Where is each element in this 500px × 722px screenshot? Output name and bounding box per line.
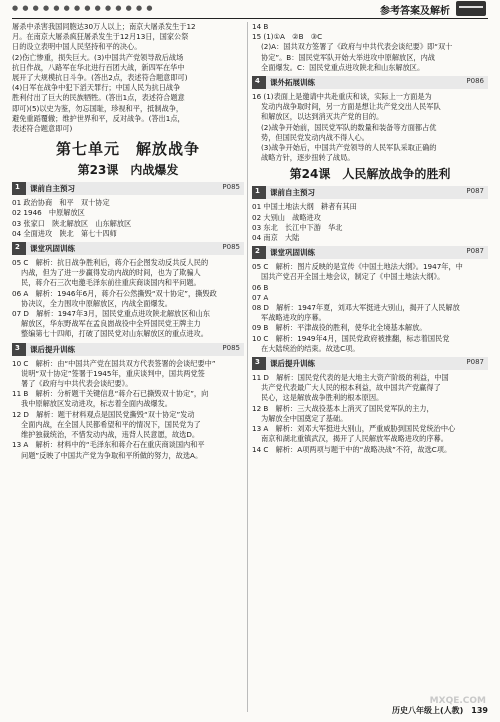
answer-line: 01 中国土地法大纲 耕者有其田 <box>252 202 357 212</box>
answer-line: 14 C 解析：A项两项与题干中的“战略决战”不符，故选C项。 <box>252 444 452 454</box>
answer-line: 03 张家口 陕北解放区 山东解放区 <box>12 218 132 228</box>
section-number: 1 <box>255 187 260 196</box>
answer-line: 势，但国民党发动内战不得人心。 <box>261 132 369 142</box>
unit-title: 第七单元 解放战争 <box>55 140 200 159</box>
column-divider <box>247 22 248 712</box>
section-bar <box>12 343 244 356</box>
answer-line: 在大陆统治的结束。故选C项。 <box>261 343 360 353</box>
answer-line: 南京和湖北重镇武汉，揭开了人民解放军战略进攻的序幕。 <box>261 434 448 444</box>
answer-line: 署了《政府与中共代表会谈纪要》。 <box>21 379 133 389</box>
answer-line: 02 大别山 战略进攻 <box>252 212 321 222</box>
answer-line: 问题”反映了中国共产党为争取和平所做的努力，故选A。 <box>21 450 203 460</box>
section-bar <box>12 182 244 195</box>
section-number: 4 <box>255 77 260 86</box>
answer-line: (2)A：国共双方签署了《政府与中共代表会谈纪要》即“双十 <box>261 42 453 52</box>
section-number: 3 <box>15 343 20 352</box>
text-line: 表述符合题意即可) <box>12 124 73 134</box>
section-label: 课前自主预习 <box>30 184 75 194</box>
answer-line: 军战略进攻的序幕。 <box>261 313 326 323</box>
answer-line: 整编第七十四师，打破了国民党对山东解放区的重点进攻。 <box>21 329 208 339</box>
answer-line: 16 (1)表面上是邀请中共赴重庆和谈，实际上一方面是为 <box>252 92 432 102</box>
answer-line: 10 C 解析：1949年4月，国民党政府被推翻，标志着国民党 <box>252 333 450 343</box>
section-label: 课后提升训练 <box>270 359 315 369</box>
lesson-title: 第24课 人民解放战争的胜利 <box>289 167 451 182</box>
answer-line: 03 东北 长江中下游 华北 <box>252 222 343 232</box>
text-line: (2)伤亡惨重，损失巨大。(3)中国共产党领导敌后战场 <box>12 52 184 62</box>
section-page: P087 <box>466 247 484 256</box>
answer-line: 13 A 解析：材料中的“毛泽东和蒋介石在重庆商谈国内和平 <box>12 440 205 450</box>
answer-line: 12 B 解析：三大战役基本上消灭了国民党军队的主力， <box>252 403 434 413</box>
section-number: 2 <box>255 247 260 256</box>
answer-line: 协定”。B：国民党军队开始大举进攻中原解放区，内战 <box>261 52 435 62</box>
answer-line: 06 A 解析：1946年6月，蒋介石公然撕毁“双十协定”，撕毁政 <box>12 288 217 298</box>
answer-line: 13 A 解析：刘邓大军挺进大别山，严重威胁到国民党统治中心 <box>252 424 456 434</box>
section-label: 课前自主预习 <box>270 188 315 198</box>
answer-line: 08 D 解析：1947年夏，刘邓大军挺进大别山，揭开了人民解放 <box>252 303 460 313</box>
answer-line: 为解放全中国奠定了基础。 <box>261 413 348 423</box>
section-number: 1 <box>15 183 20 192</box>
text-line: 即可)(5)以史为鉴，勿忘国耻，珍视和平，抵制战争， <box>12 103 184 113</box>
text-line: 日的设立表明中国人民坚持和平的决心。 <box>12 42 142 52</box>
answer-line: 发动内战争取时间，另一方面是想让共产党交出人民军队 <box>261 102 441 112</box>
answer-line: 10 C 解析：由“中国共产党在国共双方代表签署的会谈纪要中” <box>12 358 216 368</box>
section-bar <box>252 186 488 199</box>
answer-line: 我中原解放区发动进攻，标志着全面内战爆发。 <box>21 399 172 409</box>
answer-line: 12 D 解析：题干材料观点是国民党撕毁“双十协定”发动 <box>12 409 195 419</box>
answer-line: 04 全面进攻 陕北 第七十四师 <box>12 228 117 238</box>
answer-line: 05 C 解析：抗日战争胜利后，蒋介石企图发动反共反人民的 <box>12 258 209 268</box>
watermark: MXQE.COM <box>429 696 486 706</box>
answer-line: 和解放区，以达到消灭共产党的目的。 <box>261 112 384 122</box>
section-page: P085 <box>222 343 240 352</box>
section-page: P087 <box>466 358 484 367</box>
page-footer: 历史八年级上(人教) 139 <box>391 706 488 715</box>
section-bar <box>252 357 488 370</box>
answer-line: 共产党代表最广大人民的根本利益，故中国共产党赢得了 <box>261 383 441 393</box>
page-header <box>12 0 488 19</box>
section-number: 2 <box>15 243 20 252</box>
answer-line: 06 B <box>252 282 269 292</box>
text-line: 月。在南京大屠杀疯狂屠杀发生于12月13日，国家公祭 <box>12 32 189 42</box>
book-icon <box>456 1 486 16</box>
section-label: 课后提升训练 <box>30 344 75 354</box>
answer-line: 09 B 解析：平津战役的胜利，使华北全境基本解放。 <box>252 323 427 333</box>
text-line: 展开了大规模抗日斗争。(答出2点，表述符合题意即可) <box>12 73 188 83</box>
header-dots: ● ● ● ● ● ● ● ● ● ● ● ● ● ● <box>12 4 154 12</box>
text-line: 避免重蹈覆辙；维护世界和平，反对战争。(答出1点， <box>12 113 185 123</box>
section-page: P086 <box>466 77 484 86</box>
section-number: 3 <box>255 358 260 367</box>
section-label: 课堂巩固训练 <box>270 248 315 258</box>
text-line: 屠杀中杀害我国同胞达30万人以上；南京大屠杀发生于12 <box>12 22 196 31</box>
left-column <box>12 22 244 712</box>
answer-line: 解放区，华东野战军在孟良崮战役中全歼国民党王牌主力 <box>21 319 201 329</box>
answer-line: (2)战争开始前，国民党军队的数量和装备等方面都占优 <box>261 122 437 132</box>
section-label: 课外拓展训练 <box>270 78 315 88</box>
intro-block <box>12 22 244 134</box>
answer-line: 民心，这是解放战争胜利的根本原因。 <box>261 393 384 403</box>
answer-line: 内战，但为了进一步赢得发动内战的时间，也为了欺骗人 <box>21 268 201 278</box>
answer-line: 15 (1)①A ②B ③C <box>252 32 323 42</box>
answer-line: 战略方针，逐步扭转了战局。 <box>261 153 355 163</box>
section-bar <box>252 76 488 89</box>
answer-line: 11 B 解析：分析题干关键信息“蒋介石已撕毁双十协定”，向 <box>12 389 209 399</box>
answer-line: 全面爆发。C：国民党重点进攻陕北和山东解放区。 <box>261 62 425 72</box>
answer-line: 04 南京 大陆 <box>252 233 300 243</box>
answer-line: 全面内战，在全国人民都希望和平的情况下，国民党为了 <box>21 419 201 429</box>
text-line: 抗日作战，八路军在华北进行百团大战，新四军在华中 <box>12 62 185 72</box>
right-column <box>252 22 488 712</box>
answer-line: 14 B <box>252 22 269 31</box>
answer-line: 协决议，全力围攻中原解放区，内战全面爆发。 <box>21 298 172 308</box>
answer-line: 说明“双十协定”签署于1945年，重庆谈判中，国共两党签 <box>21 368 205 378</box>
text-line: 胜利付出了巨大的民族牺牲。(答出1点，表述符合题意 <box>12 93 185 103</box>
answer-line: 维护独裁统治，不惜发动内战，违背人民意愿，故选D。 <box>21 430 200 440</box>
section-page: P085 <box>222 243 240 252</box>
answer-line: (3)战争开始后，中国共产党领导的人民军队采取正确的 <box>261 143 437 153</box>
section-bar <box>12 242 244 255</box>
answer-line: 02 1946 中原解放区 <box>12 208 85 218</box>
answer-line: 07 D 解析：1947年3月，国民党重点进攻陕北解放区和山东 <box>12 309 210 319</box>
answer-line: 01 政治协商 和平 双十协定 <box>12 198 110 208</box>
lesson-title: 第23课 内战爆发 <box>77 163 179 178</box>
answer-line: 05 C 解析：图片反映的是宣传《中国土地法大纲》。1947年，中 <box>252 262 463 272</box>
answer-line: 07 A <box>252 292 269 302</box>
answer-line: 民，蒋介石三次电邀毛泽东前往重庆商谈国内和平问题。 <box>21 278 201 288</box>
answer-line: 11 D 解析：国民党代表的是大地主大资产阶级的利益，中国 <box>252 373 449 383</box>
text-line: (4)日军在战争中犯下滔天罪行；中国人民为抗日战争 <box>12 83 181 93</box>
answer-line: 国共产党召开全国土地会议，制定了《中国土地法大纲》。 <box>261 272 445 282</box>
section-bar <box>252 246 488 259</box>
section-page: P087 <box>466 187 484 196</box>
header-title: 参考答案及解析 <box>380 6 450 17</box>
section-page: P085 <box>222 183 240 192</box>
section-label: 课堂巩固训练 <box>30 244 75 254</box>
